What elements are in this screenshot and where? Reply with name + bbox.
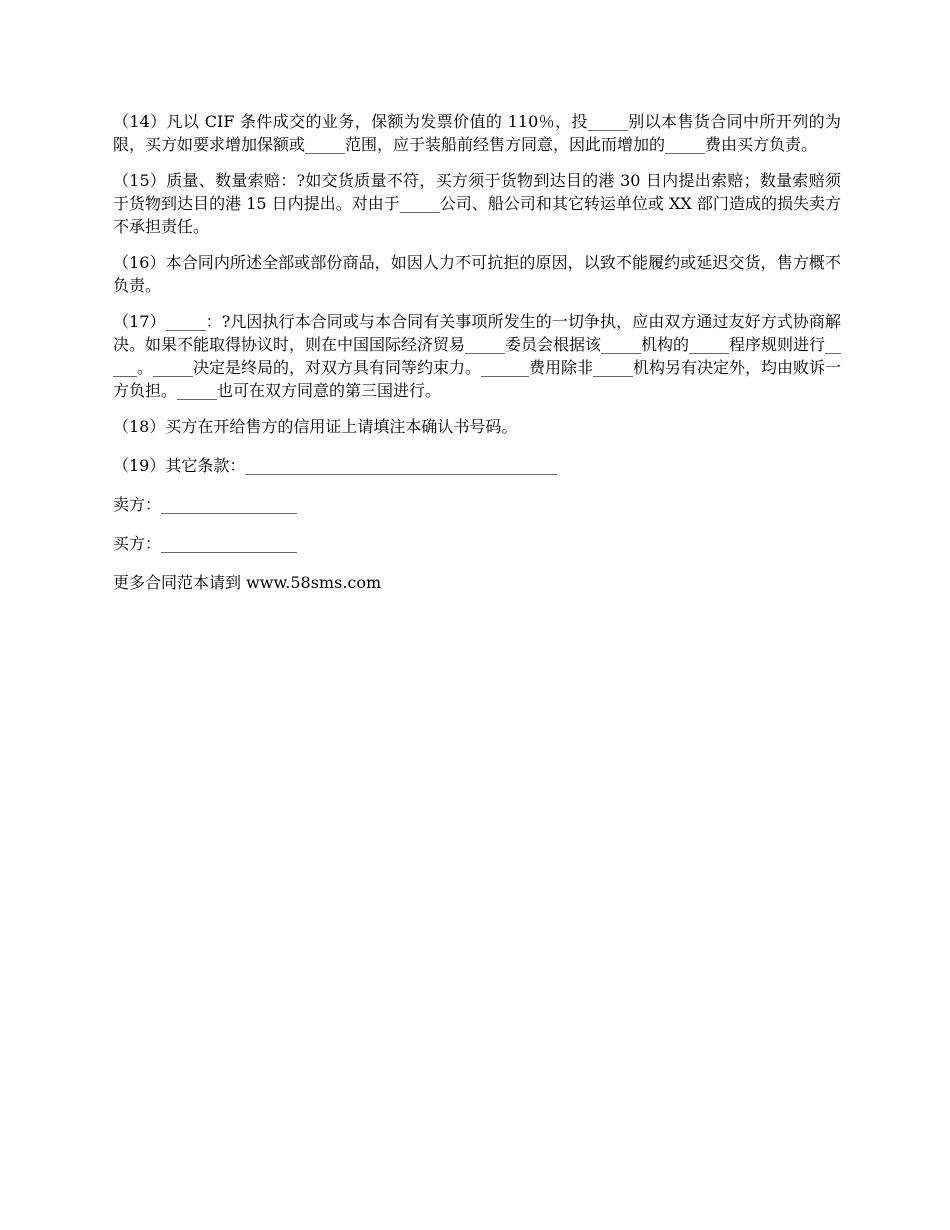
- clause-16: （16）本合同内所述全部或部份商品，如因人力不可抗拒的原因，以致不能履约或延迟交货，售方概不负责。: [113, 253, 841, 295]
- clause-17: （17）_____：?凡因执行本合同或与本合同有关事项所发生的一切争执，应由双方通过友好方式协商解决。如果不能取得协议时，则在中国国际经济贸易_____委员会根据该_____机构的_____程序规则进行_____。_____决定是终局的，对双方具有同等约束力。______费用除非_____机构另有决定外，均由败诉一方负担。_____也可在双方同意的第三国进行。: [113, 312, 842, 400]
- clause-19: （19）其它条款：_______________________________________: [113, 456, 558, 475]
- seller-signature-line: 卖方：_________________: [113, 495, 298, 514]
- document-page: [113, 110, 841, 610]
- clause-18: （18）买方在开给售方的信用证上请填注本确认书号码。: [113, 417, 518, 436]
- buyer-signature-line: 买方：_________________: [113, 534, 298, 553]
- clause-15: （15）质量、数量索赔：?如交货质量不符，买方须于货物到达目的港 30 日内提出索赔；数量索赔须于货物到达目的港 15 日内提出。对由于_____公司、船公司和其它转运单位或 XX 部门造成的损失卖方不承担责任。: [113, 171, 841, 236]
- clause-14: （14）凡以 CIF 条件成交的业务，保额为发票价值的 110％，投_____别以本售货合同中所开列的为限，买方如要求增加保额或_____范围，应于装船前经售方同意，因此而增加的_____费由买方负责。: [113, 112, 841, 154]
- footer-note: 更多合同范本请到 www.58sms.com: [113, 573, 382, 592]
